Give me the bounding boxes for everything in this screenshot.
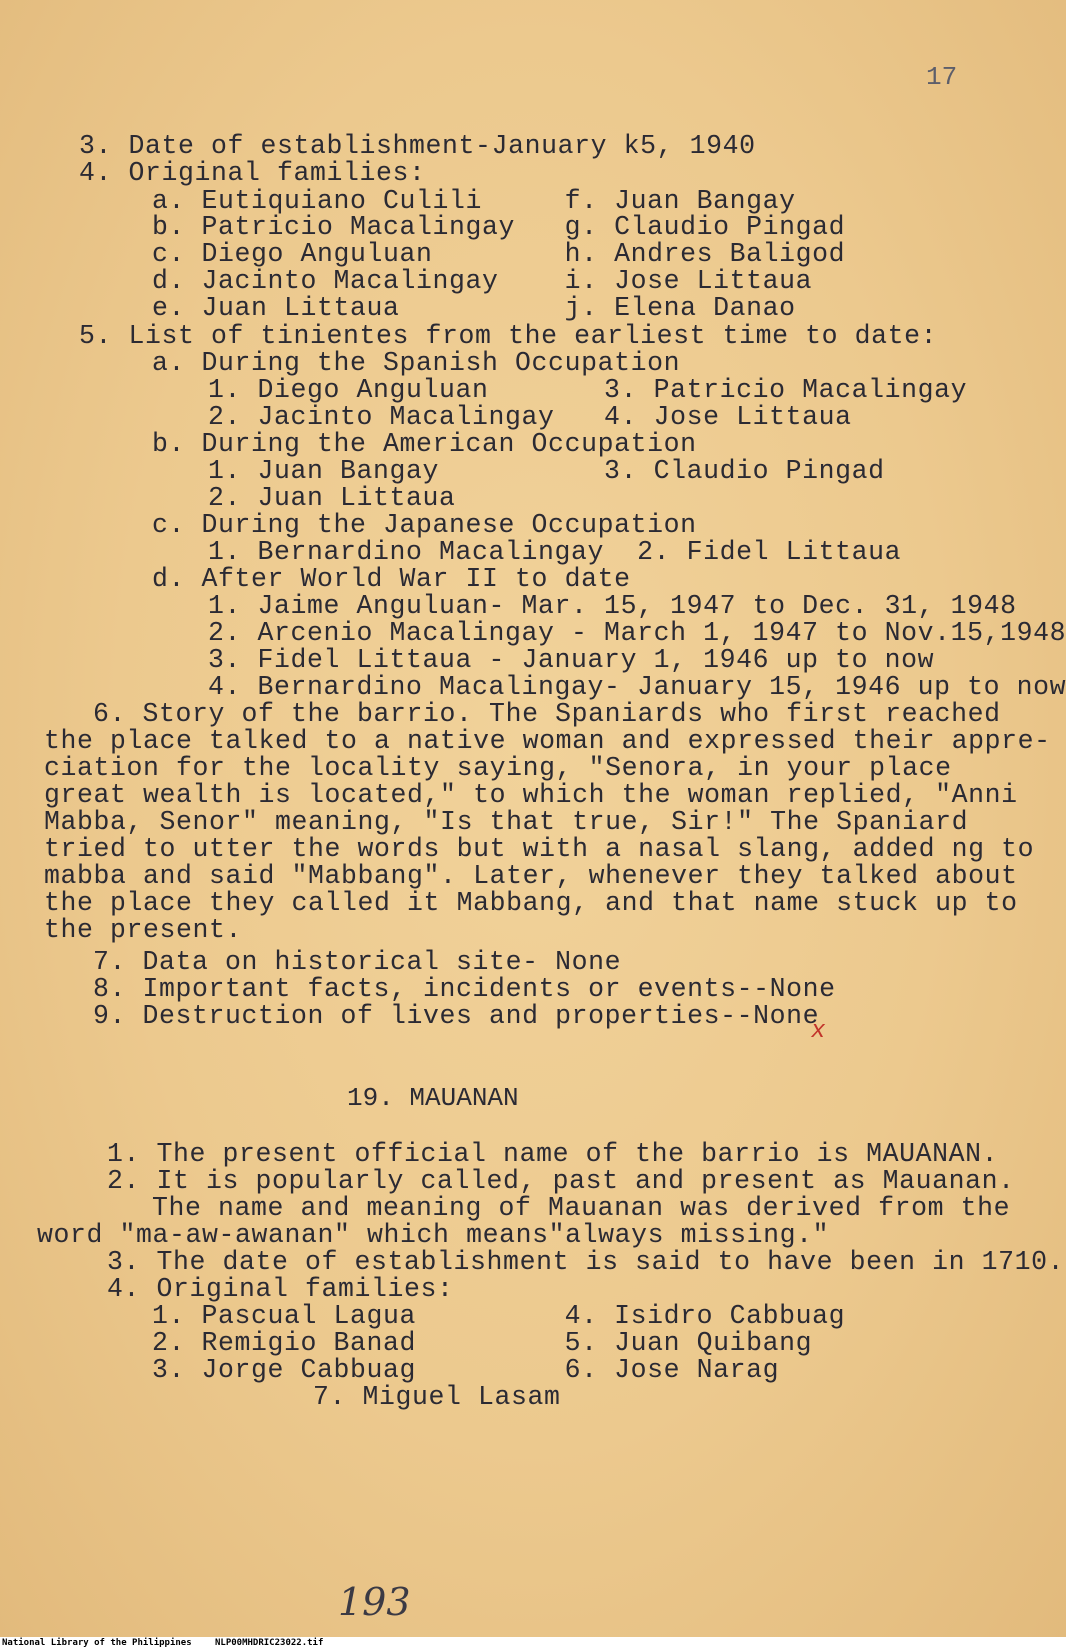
spanish-heading: a. During the Spanish Occupation: [152, 348, 681, 378]
mauanan-line: 2. It is popularly called, past and present as Mauanan.: [107, 1166, 1015, 1196]
mauanan-line: 3. The date of establishment is said to have been in 1710.: [107, 1247, 1065, 1277]
story-line: ciation for the locality saying, "Senora, in your place: [44, 753, 952, 783]
teniente-row: 1. Bernardino Macalingay 2. Fidel Littaua: [208, 537, 902, 567]
story-line: great wealth is located," to which the woman replied, "Anni: [44, 780, 1018, 810]
japanese-heading: c. During the Japanese Occupation: [152, 510, 697, 540]
section-heading: 19. MAUANAN: [347, 1083, 519, 1113]
family-row: d. Jacinto Macalingay i. Jose Littaua: [152, 266, 813, 296]
story-line: the place they called it Mabbang, and that name stuck up to: [44, 888, 1018, 918]
family-row: 2. Remigio Banad 5. Juan Quibang: [152, 1328, 813, 1358]
archive-footer: [0, 1637, 1066, 1650]
teniente-row: 2. Juan Littaua: [208, 483, 456, 513]
story-line: 6. Story of the barrio. The Spaniards who first reached: [93, 699, 1001, 729]
mauanan-line: The name and meaning of Mauanan was derived from the: [152, 1193, 1011, 1223]
red-check-mark: x: [811, 1018, 826, 1045]
handwritten-page-number: 193: [338, 1580, 411, 1624]
american-heading: b. During the American Occupation: [152, 429, 697, 459]
story-line: the place talked to a native woman and expressed their appre-: [44, 726, 1051, 756]
story-line: Mabba, Senor" meaning, "Is that true, Sir!" The Spaniard: [44, 807, 969, 837]
teniente-row: 2. Arcenio Macalingay - March 1, 1947 to Nov.15,1948: [208, 618, 1066, 648]
mauanan-line: word "ma-aw-awanan" which means"always missing.": [37, 1220, 830, 1250]
story-line: tried to utter the words but with a nasal slang, added ng to: [44, 834, 1035, 864]
teniente-row: 3. Fidel Littaua - January 1, 1946 up to now: [208, 645, 935, 675]
family-row: 1. Pascual Lagua 4. Isidro Cabbuag: [152, 1301, 846, 1331]
teniente-row: 1. Juan Bangay 3. Claudio Pingad: [208, 456, 885, 486]
footer-file: NLP00MHDRIC23022.tif: [215, 1638, 324, 1648]
families-heading: 4. Original families:: [79, 158, 426, 188]
postwar-heading: d. After World War II to date: [152, 564, 631, 594]
family-row: 3. Jorge Cabbuag 6. Jose Narag: [152, 1355, 780, 1385]
item-7: 7. Data on historical site- None: [93, 947, 622, 977]
mauanan-line: 4. Original families:: [107, 1274, 454, 1304]
mauanan-line: 1. The present official name of the barrio is MAUANAN.: [107, 1139, 999, 1169]
family-row: 7. Miguel Lasam: [313, 1382, 561, 1412]
story-line: the present.: [44, 915, 243, 945]
item-8: 8. Important facts, incidents or events--None: [93, 974, 836, 1004]
family-row: e. Juan Littaua j. Elena Danao: [152, 293, 796, 323]
teniente-row: 4. Bernardino Macalingay- January 15, 1946 up to now: [208, 672, 1066, 702]
family-row: b. Patricio Macalingay g. Claudio Pingad: [152, 212, 846, 242]
family-row: c. Diego Anguluan h. Andres Baligod: [152, 239, 846, 269]
story-line: mabba and said "Mabbang". Later, whenever they talked about: [44, 861, 1018, 891]
family-row: a. Eutiquiano Culili f. Juan Bangay: [152, 186, 796, 216]
footer-library: National Library of the Philippines: [2, 1638, 192, 1648]
teniente-row: 1. Jaime Anguluan- Mar. 15, 1947 to Dec. 31, 1948: [208, 591, 1017, 621]
page-number: 17: [926, 62, 958, 92]
teniente-row: 1. Diego Anguluan 3. Patricio Macalingay: [208, 375, 968, 405]
item-9: 9. Destruction of lives and properties--None: [93, 1001, 820, 1031]
teniente-row: 2. Jacinto Macalingay 4. Jose Littaua: [208, 402, 852, 432]
establishment-date: 3. Date of establishment-January k5, 1940: [79, 131, 756, 161]
tinientes-heading: 5. List of tinientes from the earliest time to date:: [79, 321, 938, 351]
